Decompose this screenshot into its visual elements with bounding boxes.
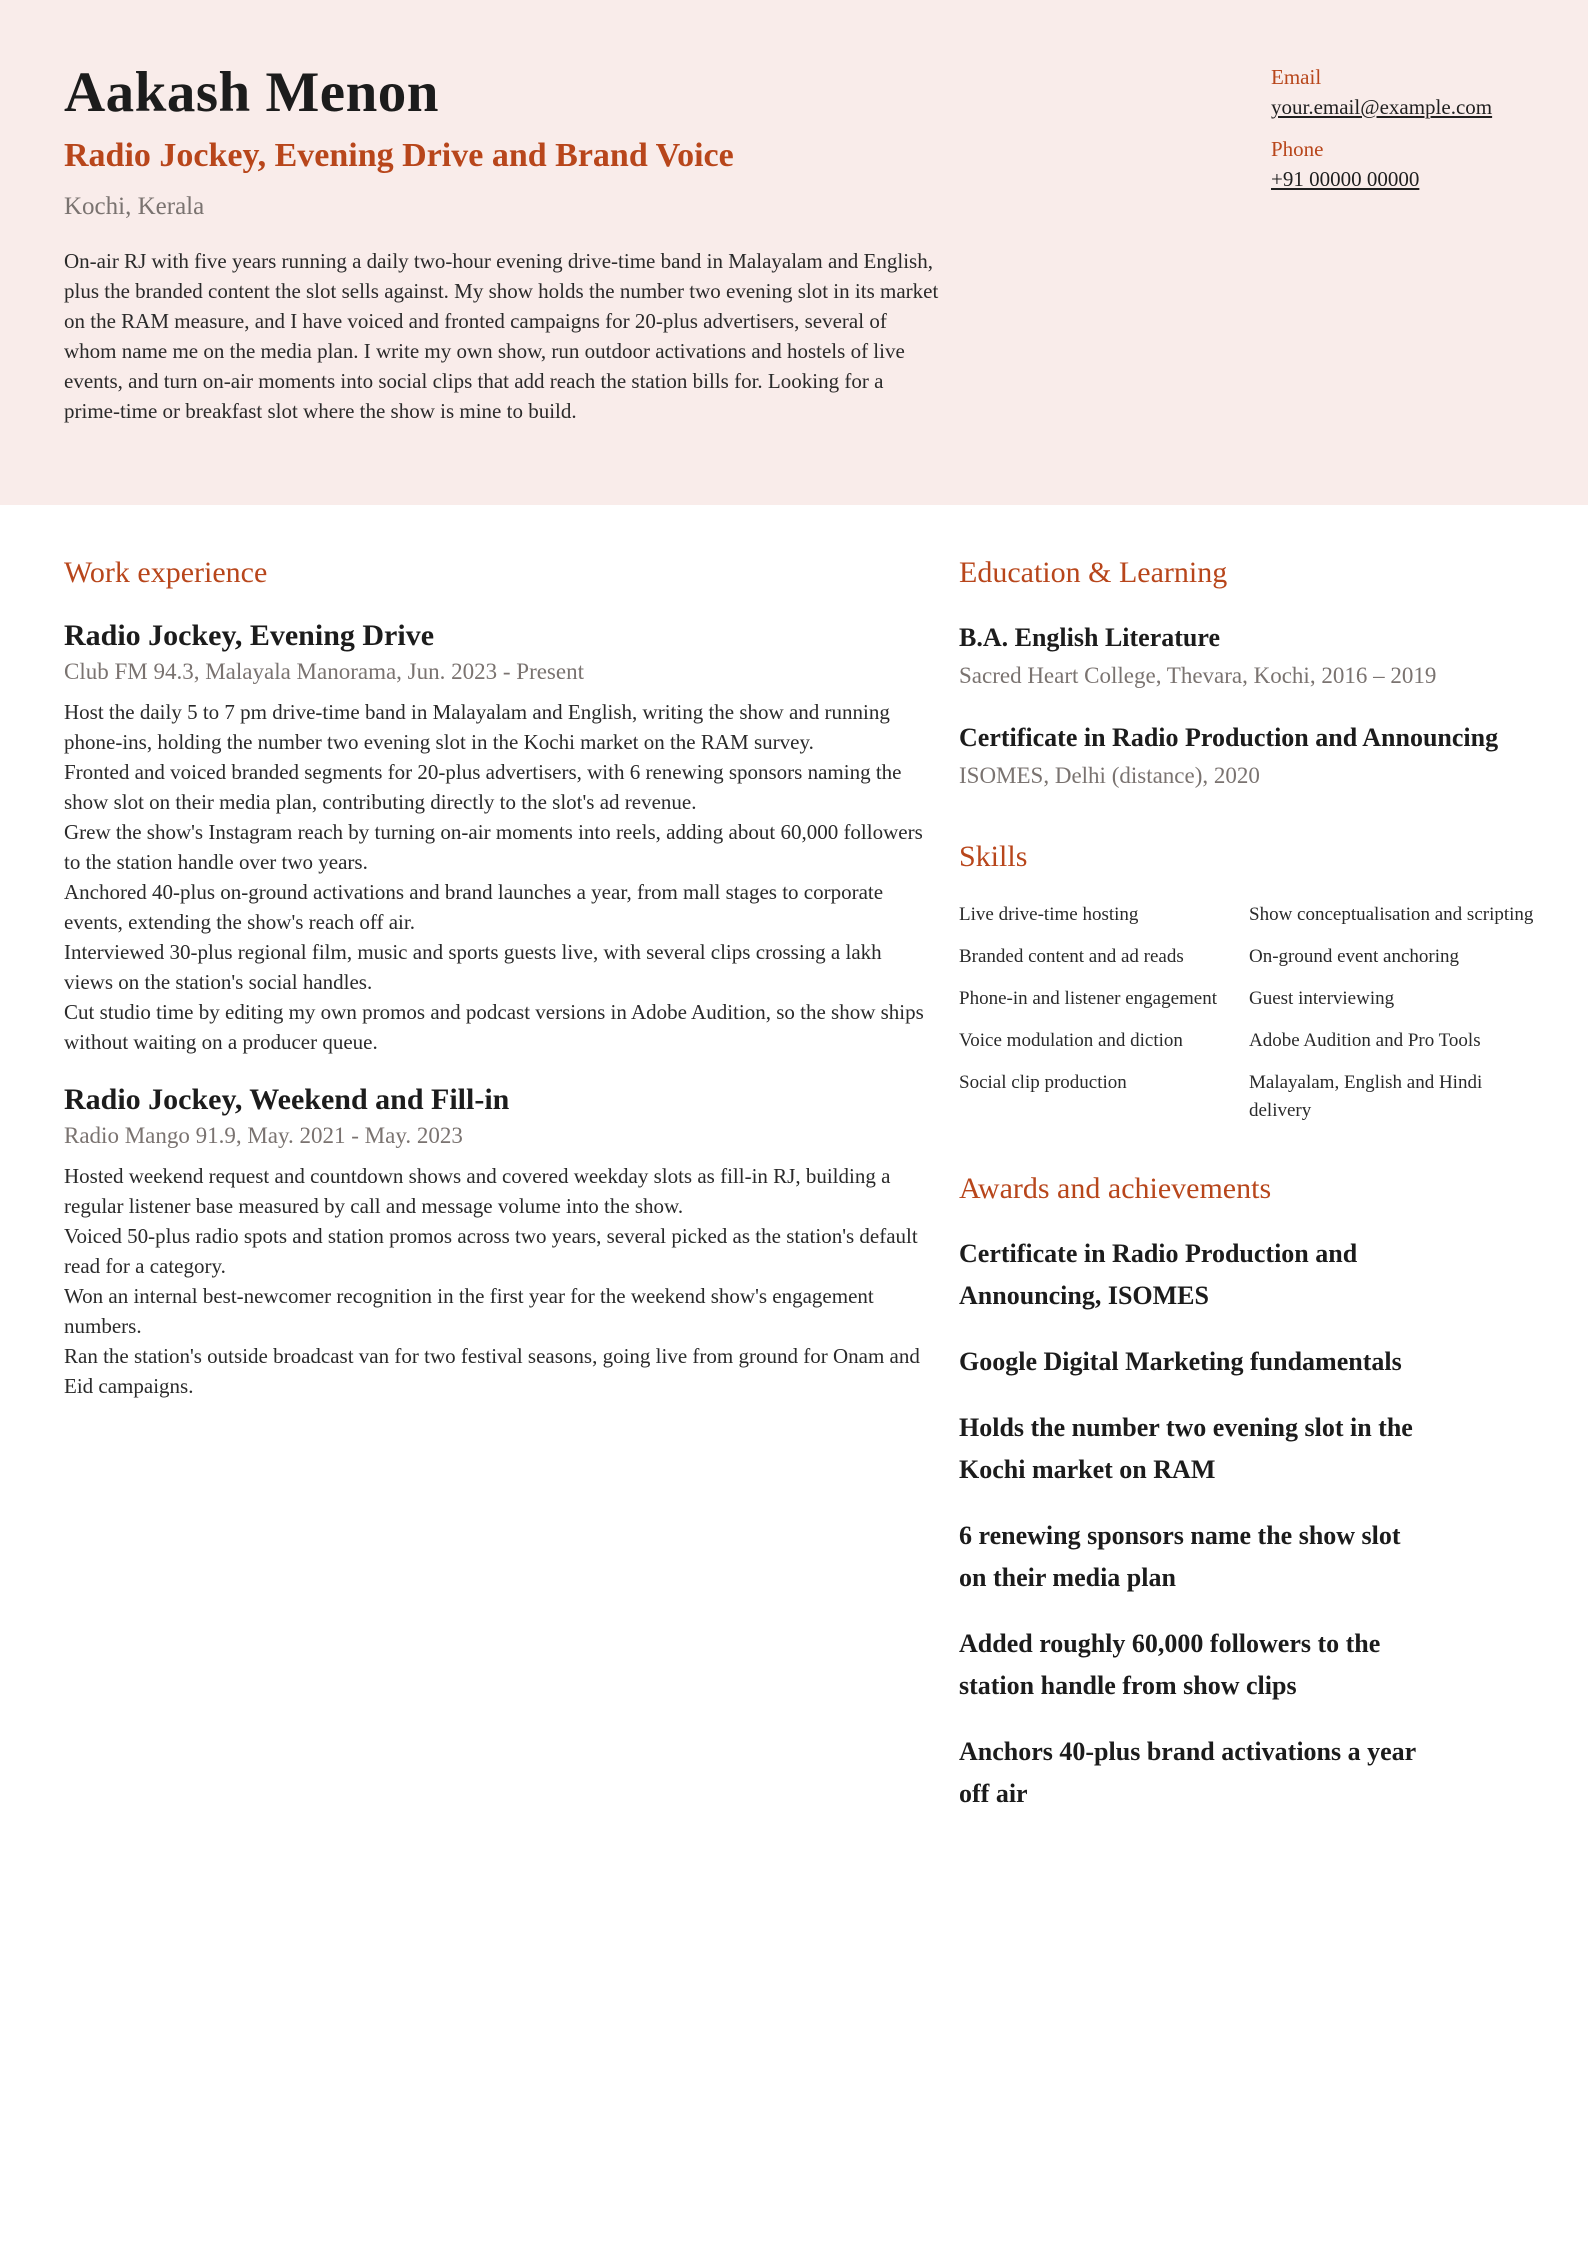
- skill-item: Guest interviewing: [1249, 988, 1395, 1009]
- right-column: [959, 553, 1549, 1839]
- job-bullet: Anchored 40-plus on-ground activations and brand launches a year, from mall stages to corporate events, extending the show's reach off air.: [64, 880, 884, 934]
- skill-item: Show conceptualisation and scripting: [1249, 904, 1534, 925]
- education-section-title: Education & Learning: [959, 556, 1228, 589]
- award-item: 6 renewing sponsors name the show slot on their media plan: [959, 1521, 1401, 1592]
- job-bullet: Voiced 50-plus radio spots and station promos across two years, several picked as the station's default read for a category.: [64, 1224, 918, 1278]
- job-bullet: Grew the show's Instagram reach by turning on-air moments into reels, adding about 60,000 followers to the station handle over two years.: [64, 820, 923, 874]
- skill-item: Social clip production: [959, 1072, 1127, 1093]
- job-bullet: Cut studio time by editing my own promos and podcast versions in Adobe Audition, so the show ships without waiting on a producer queue.: [64, 1000, 924, 1054]
- job-bullet: Host the daily 5 to 7 pm drive-time band in Malayalam and English, writing the show and running phone-ins, holding the number two evening slot in the Kochi market on the RAM survey.: [64, 700, 890, 754]
- job-bullet: Ran the station's outside broadcast van for two festival seasons, going live from ground for Onam and Eid campaigns.: [64, 1344, 920, 1398]
- awards-section-title: Awards and achievements: [959, 1172, 1272, 1205]
- candidate-headline: Radio Jockey, Evening Drive and Brand Voice: [64, 137, 734, 174]
- skills-grid: [959, 901, 1549, 1125]
- job-title: Radio Jockey, Weekend and Fill-in: [64, 1083, 510, 1116]
- education-meta: ISOMES, Delhi (distance), 2020: [959, 763, 1260, 788]
- job-bullet: Hosted weekend request and countdown shows and covered weekday slots as fill-in RJ, building a regular listener base measured by call and message volume into the show.: [64, 1164, 891, 1218]
- job-bullet: Interviewed 30-plus regional film, music and sports guests live, with several clips crossing a lakh views on the station's social handles.: [64, 940, 882, 994]
- skill-item: Malayalam, English and Hindi delivery: [1249, 1072, 1483, 1121]
- job-meta: Club FM 94.3, Malayala Manorama, Jun. 2023 - Present: [64, 659, 584, 684]
- award-item: Anchors 40-plus brand activations a year off air: [959, 1737, 1416, 1808]
- phone-label: Phone: [1271, 137, 1324, 161]
- left-column: [64, 553, 924, 1425]
- education-meta: Sacred Heart College, Thevara, Kochi, 2016 – 2019: [959, 663, 1437, 688]
- skill-item: Adobe Audition and Pro Tools: [1249, 1030, 1481, 1051]
- profile-summary: On-air RJ with five years running a daily two-hour evening drive-time band in Malayalam and English, plus the branded content the slot sells against. My show holds the number two evening slot in its market on the RAM measure, and I have voiced and fronted campaigns for 20-plus advertisers, several of whom name me on the media plan. I write my own show, run outdoor activations and hostels of live events, and turn on-air moments into social clips that add reach the station bills for. Looking for a prime-time or breakfast slot where the show is mine to build.: [64, 249, 939, 423]
- contact-block: [1271, 62, 1571, 206]
- job-bullet: Won an internal best-newcomer recognition in the first year for the weekend show's engagement numbers.: [64, 1284, 874, 1338]
- candidate-name: Aakash Menon: [64, 61, 439, 124]
- job-meta: Radio Mango 91.9, May. 2021 - May. 2023: [64, 1123, 463, 1148]
- skill-item: Live drive-time hosting: [959, 904, 1139, 925]
- skill-item: Branded content and ad reads: [959, 946, 1184, 967]
- skill-item: Phone-in and listener engagement: [959, 988, 1218, 1009]
- work-section-title: Work experience: [64, 556, 268, 589]
- award-item: Added roughly 60,000 followers to the station handle from show clips: [959, 1629, 1381, 1700]
- job-entry: [64, 617, 924, 1057]
- skill-item: On-ground event anchoring: [1249, 946, 1459, 967]
- education-entry: [959, 617, 1549, 693]
- job-title: Radio Jockey, Evening Drive: [64, 619, 435, 652]
- email-link[interactable]: your.email@example.com: [1271, 95, 1493, 119]
- skills-section-title: Skills: [959, 840, 1028, 873]
- education-degree: Certificate in Radio Production and Announcing: [959, 723, 1499, 752]
- award-item: Holds the number two evening slot in the Kochi market on RAM: [959, 1413, 1413, 1484]
- resume-header: [0, 0, 1588, 505]
- award-item: Certificate in Radio Production and Announcing, ISOMES: [959, 1239, 1358, 1310]
- skill-item: Voice modulation and diction: [959, 1030, 1183, 1051]
- phone-link[interactable]: +91 00000 00000: [1271, 167, 1420, 191]
- job-entry: [64, 1081, 924, 1401]
- education-entry: [959, 717, 1549, 793]
- email-label: Email: [1271, 65, 1322, 89]
- job-bullet: Fronted and voiced branded segments for 20-plus advertisers, with 6 renewing sponsors naming the show slot on their media plan, contributing directly to the slot's ad revenue.: [64, 760, 902, 814]
- candidate-location: Kochi, Kerala: [64, 193, 205, 220]
- education-degree: B.A. English Literature: [959, 623, 1220, 652]
- award-item: Google Digital Marketing fundamentals: [959, 1347, 1402, 1376]
